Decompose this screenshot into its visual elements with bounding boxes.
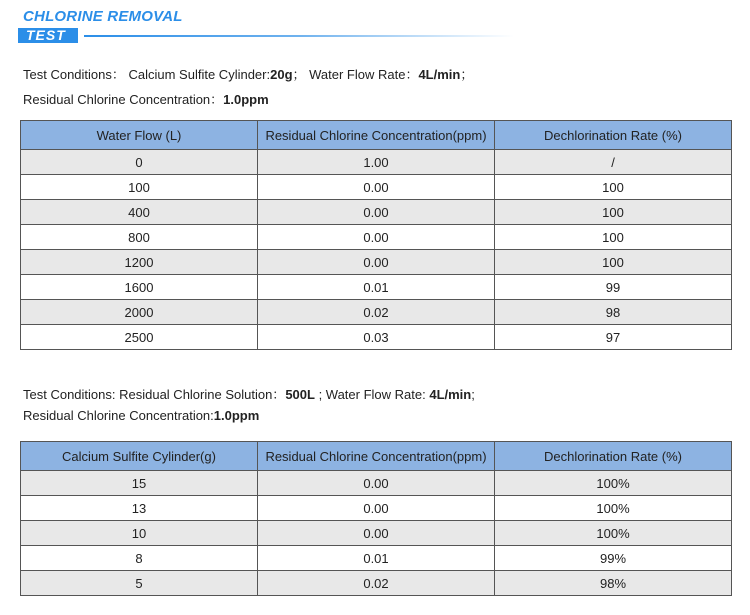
title-divider [84, 35, 514, 37]
table-cell: 99 [495, 275, 732, 300]
condition-label: Test Conditions： Calcium Sulfite Cylinder: [23, 67, 271, 82]
cylinder-value: 20g [270, 67, 293, 82]
table-row [21, 571, 732, 596]
table-row [21, 175, 732, 200]
condition-label: Test Conditions: Residual Chlorine Solution： [23, 387, 286, 402]
table-cell: 99% [495, 546, 732, 571]
table-row [21, 200, 732, 225]
table-row [21, 325, 732, 350]
table-row [21, 521, 732, 546]
table-cell: 800 [21, 225, 258, 250]
table-cell: 0.00 [258, 175, 495, 200]
condition-separator: ； [460, 67, 474, 82]
table-cell: 400 [21, 200, 258, 225]
table-cell: 0.01 [258, 275, 495, 300]
table-row [21, 250, 732, 275]
column-header: Water Flow (L) [21, 121, 258, 150]
column-header: Residual Chlorine Concentration(ppm) [258, 121, 495, 150]
table-cell: 8 [21, 546, 258, 571]
condition-label: ; Water Flow Rate: [314, 387, 430, 402]
table-cell: 0.00 [258, 521, 495, 546]
table-row [21, 496, 732, 521]
table-row [21, 275, 732, 300]
table-cell: 100 [21, 175, 258, 200]
table-row [21, 225, 732, 250]
table-cell: 100% [495, 471, 732, 496]
table-cell: 0.03 [258, 325, 495, 350]
test-conditions-1-line1 [23, 64, 473, 83]
table-cell: 0.00 [258, 471, 495, 496]
table-cell: 100% [495, 496, 732, 521]
table-cell: 0 [21, 150, 258, 175]
table-row [21, 471, 732, 496]
column-header: Dechlorination Rate (%) [495, 121, 732, 150]
table-header-row [21, 121, 732, 150]
table-row [21, 546, 732, 571]
solution-value: 500L [285, 387, 315, 402]
table-cell: 1.00 [258, 150, 495, 175]
condition-separator: ; [471, 387, 475, 402]
test-conditions-1-line2 [23, 89, 269, 108]
column-header: Residual Chlorine Concentration(ppm) [258, 442, 495, 471]
table-cell: 15 [21, 471, 258, 496]
table-cell: 98 [495, 300, 732, 325]
flow-rate-value: 4L/min [429, 387, 472, 402]
table-cell: 0.00 [258, 496, 495, 521]
table-cell: 100 [495, 175, 732, 200]
table-cell: 0.02 [258, 300, 495, 325]
table-cell: 97 [495, 325, 732, 350]
table-cell: 0.00 [258, 250, 495, 275]
flow-rate-value: 4L/min [418, 67, 461, 82]
test-conditions-2-line1 [23, 384, 475, 403]
table-cell: 100 [495, 225, 732, 250]
table-cell: 0.02 [258, 571, 495, 596]
table-cell: 0.00 [258, 200, 495, 225]
table-cell: 98% [495, 571, 732, 596]
concentration-value: 1.0ppm [223, 92, 269, 107]
concentration-value: 1.0ppm [213, 408, 260, 423]
test-badge: TEST [18, 28, 78, 43]
water-flow-table [20, 120, 732, 350]
test-conditions-2-line2 [23, 408, 259, 423]
condition-label: Residual Chlorine Concentration： [23, 92, 224, 107]
table-cell: 10 [21, 521, 258, 546]
table-cell: 1600 [21, 275, 258, 300]
table-cell: 13 [21, 496, 258, 521]
condition-label: Residual Chlorine Concentration: [23, 408, 214, 423]
table-row [21, 300, 732, 325]
column-header: Dechlorination Rate (%) [495, 442, 732, 471]
table-row [21, 150, 732, 175]
condition-label: ； Water Flow Rate： [292, 67, 419, 82]
table-cell: 2000 [21, 300, 258, 325]
section-title: CHLORINE REMOVAL [23, 8, 183, 25]
table-cell: 100 [495, 250, 732, 275]
table-header-row [21, 442, 732, 471]
table-cell: 0.01 [258, 546, 495, 571]
table-cell: 1200 [21, 250, 258, 275]
column-header: Calcium Sulfite Cylinder(g) [21, 442, 258, 471]
table-cell: 0.00 [258, 225, 495, 250]
table-cell: / [495, 150, 732, 175]
table-cell: 2500 [21, 325, 258, 350]
table-cell: 100% [495, 521, 732, 546]
cylinder-weight-table [20, 441, 732, 596]
table-cell: 5 [21, 571, 258, 596]
table-cell: 100 [495, 200, 732, 225]
